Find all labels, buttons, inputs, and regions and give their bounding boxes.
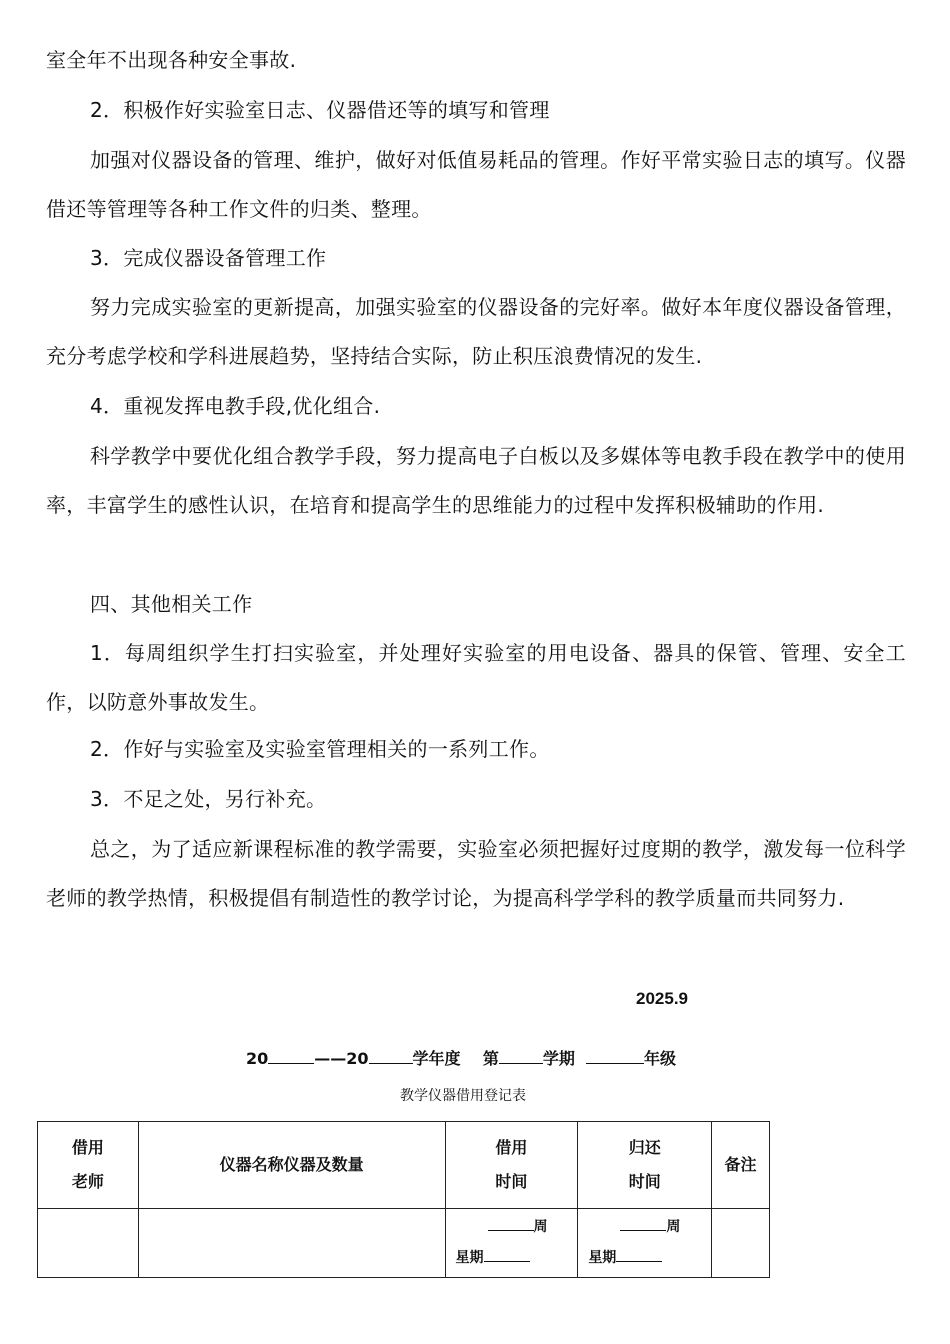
header-return-time (578, 1122, 712, 1209)
return-weekday-label: 星期 (588, 1250, 617, 1266)
paragraph-7: 科学教学中要优化组合教学手段，努力提高电子白板以及多媒体等电教手段在教学中的使用率，丰富学生的感性认识，在培育和提高学生的思维能力的过程中发挥积极辅助的作用. (46, 444, 906, 517)
header-remark: 备注 (712, 1122, 770, 1209)
borrow-week-label: 周 (533, 1219, 548, 1235)
paragraph-6-heading: 4．重视发挥电教手段,优化组合. (90, 394, 381, 418)
year-dash: ——20 (314, 1049, 369, 1068)
blank-year-start (268, 1047, 314, 1064)
blank-return-week[interactable] (620, 1214, 666, 1231)
borrow-weekday-label: 星期 (455, 1250, 484, 1266)
blank-grade (586, 1047, 644, 1064)
blank-year-end (369, 1047, 413, 1064)
header-return-line2: 时间 (628, 1172, 661, 1191)
return-week-label: 周 (666, 1219, 681, 1235)
paragraph-10: 2．作好与实验室及实验室管理相关的一系列工作。 (90, 737, 550, 761)
table-header-row (38, 1122, 770, 1209)
paragraph-9: 1．每周组织学生打扫实验室，并处理好实验室的用电设备、器具的保管、管理、安全工作，以防意外事故发生。 (46, 641, 906, 714)
paragraph-1: 室全年不出现各种安全事故. (46, 48, 297, 72)
year-prefix: 20 (246, 1049, 269, 1068)
paragraph-4-heading: 3．完成仪器设备管理工作 (90, 246, 327, 270)
blank-return-weekday[interactable] (616, 1245, 662, 1262)
header-instrument: 仪器名称仪器及数量 (138, 1122, 445, 1209)
blank-borrow-week[interactable] (488, 1214, 534, 1231)
header-borrow-line2: 时间 (495, 1172, 528, 1191)
paragraph-5: 努力完成实验室的更新提高，加强实验室的仪器设备的完好率。做好本年度仪器设备管理，充分考虑学校和学科进展趋势，坚持结合实际，防止积压浪费情况的发生. (46, 295, 906, 368)
table-row (38, 1209, 770, 1278)
blank-borrow-weekday[interactable] (484, 1245, 530, 1262)
header-teacher-line2: 老师 (71, 1172, 104, 1191)
cell-borrow-time[interactable] (445, 1209, 578, 1278)
term-prefix: 第 (482, 1049, 499, 1068)
header-teacher (38, 1122, 139, 1209)
paragraph-12-summary: 总之，为了适应新课程标准的教学需要，实验室必须把握好过度期的教学，激发每一位科学老师的教学热情，积极提倡有制造性的教学讨论，为提高科学学科的教学质量而共同努力. (46, 837, 906, 910)
paragraph-11: 3．不足之处，另行补充。 (90, 787, 327, 811)
grade-label: 年级 (644, 1049, 677, 1068)
paragraph-8-section: 四、其他相关工作 (90, 592, 253, 616)
paragraph-3: 加强对仪器设备的管理、维护，做好对低值易耗品的管理。作好平常实验日志的填写。仪器借还等管理等各种工作文件的归类、整理。 (46, 148, 906, 221)
cell-instrument[interactable] (138, 1209, 445, 1278)
table-title-text: 教学仪器借用登记表 (400, 1088, 526, 1104)
paragraph-2-heading: 2．积极作好实验室日志、仪器借还等的填写和管理 (90, 98, 550, 122)
header-borrow-line1: 借用 (495, 1138, 528, 1157)
term-label: 学期 (542, 1049, 575, 1068)
school-year-label: 学年度 (412, 1049, 461, 1068)
instrument-register-table (37, 1121, 770, 1278)
blank-term (499, 1047, 543, 1064)
header-borrow-time (445, 1122, 578, 1209)
document-date: 2025.9 (636, 989, 688, 1008)
header-teacher-line1: 借用 (71, 1138, 104, 1157)
cell-remark[interactable] (712, 1209, 770, 1278)
header-return-line1: 归还 (628, 1138, 661, 1157)
cell-teacher[interactable] (38, 1209, 139, 1278)
cell-return-time[interactable] (578, 1209, 712, 1278)
